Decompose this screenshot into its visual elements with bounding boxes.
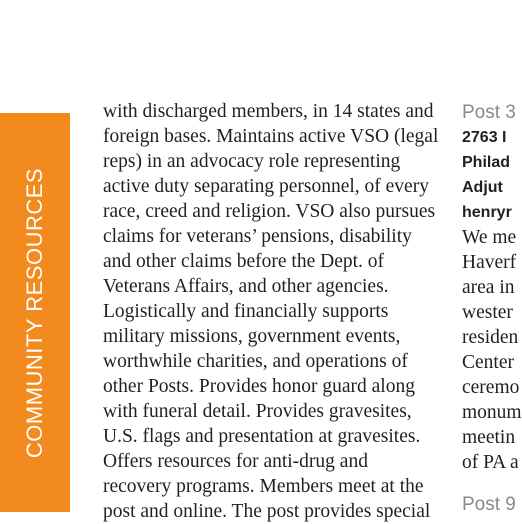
post-address-line: 2763 I: [462, 129, 507, 146]
text-line: recovery programs. Members meet at the: [103, 476, 424, 497]
text-line: military missions, government events,: [103, 326, 401, 347]
text-line: with discharged members, in 14 states and: [103, 101, 434, 122]
text-line: wester: [462, 302, 513, 323]
text-line: worthwhile charities, and operations of: [103, 351, 408, 372]
post-email-line: henryr: [462, 204, 512, 221]
text-line: ceremo: [462, 377, 520, 398]
main-text-column: [103, 99, 443, 524]
text-line: Logistically and financially supports: [103, 301, 389, 322]
text-line: with funeral detail. Provides gravesites,: [103, 401, 412, 422]
text-line: claims for veterans’ pensions, disability: [103, 226, 412, 247]
text-line: other Posts. Provides honor guard along: [103, 376, 415, 397]
next-post-heading: Post 9: [462, 494, 516, 515]
text-line: monum: [462, 402, 522, 423]
text-line: of PA a: [462, 452, 519, 473]
text-line: reps) in an advocacy role representing: [103, 151, 401, 172]
text-line: residen: [462, 327, 519, 348]
text-line: Offers resources for anti-drug and: [103, 451, 368, 472]
text-line: meetin: [462, 427, 516, 448]
right-text-column: [462, 100, 522, 475]
text-line: Haverf: [462, 252, 517, 273]
text-line: foreign bases. Maintains active VSO (legal: [103, 126, 439, 147]
post-city-line: Philad: [462, 154, 511, 171]
text-line: Veterans Affairs, and other agencies.: [103, 276, 389, 297]
post-heading: Post 3: [462, 102, 516, 123]
text-line: U.S. flags and presentation at gravesites.: [103, 426, 421, 447]
text-line: Center: [462, 352, 514, 373]
text-line: and other claims before the Dept. of: [103, 251, 385, 272]
text-line: active duty separating personnel, of every: [103, 176, 429, 197]
text-line: We me: [462, 227, 517, 248]
text-line: post and online. The post provides special: [103, 501, 431, 522]
post-adjutant-line: Adjut: [462, 179, 503, 196]
text-line: race, creed and religion. VSO also pursues: [103, 201, 436, 222]
text-line: area in: [462, 277, 515, 298]
section-tab-label: COMMUNITY RESOURCES: [22, 167, 47, 459]
